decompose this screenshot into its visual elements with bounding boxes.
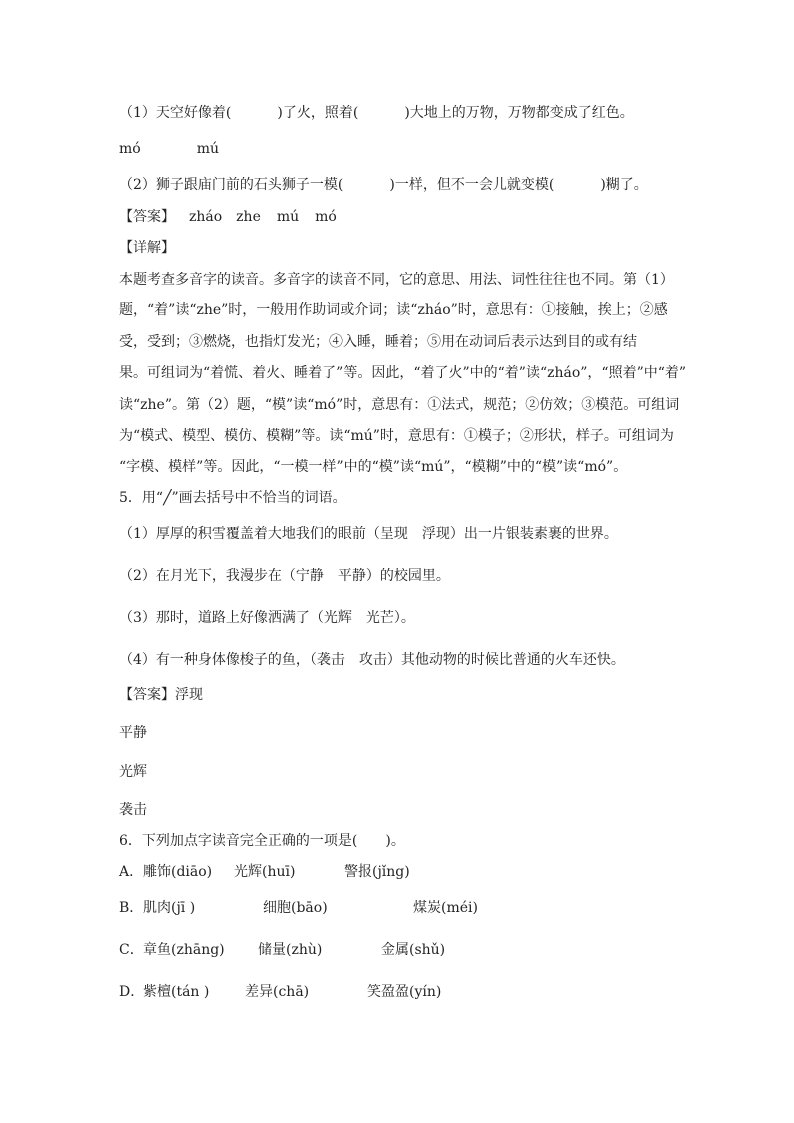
detail-line-3: 受，受到；③燃烧，也指灯发光；④入睡，睡着；⑤用在动词后表示达到目的或有结 xyxy=(119,334,637,350)
pinyin-mo: mó xyxy=(119,141,141,157)
detail-line-4: 果。可组词为“着慌、着火、睡着了”等。因此，“着了火”中的“着”读“zháo”，“照着”中“着” xyxy=(119,365,687,381)
answer-4: 袭击 xyxy=(119,802,147,818)
option-word: 肌肉(jī ) xyxy=(143,900,196,916)
option-word: 雕饰(diāo) xyxy=(143,864,213,880)
detail-line-5: 读“zhe”。第（2）题，“模”读“mó”时，意思有：①法式，规范；②仿效；③模范。可组词 xyxy=(119,397,680,413)
option-word: 金属(shǔ) xyxy=(381,942,446,958)
detail-label: 【详解】 xyxy=(119,240,175,256)
detail-line-2: 题，“着”读“zhe”时，一般用作助词或介词；读“zháo”时，意思有：①接触，挨上；②感 xyxy=(119,302,668,318)
q5-title: 5．用“╱”画去括号中不恰当的词语。 xyxy=(119,490,347,506)
q5-answer-line xyxy=(119,688,203,702)
q5-item-1: （1）厚厚的积雪覆盖着大地我们的眼前（呈现 浮现）出一片银装素裹的世界。 xyxy=(119,526,618,542)
q6-title: 6．下列加点字读音完全正确的一项是( )。 xyxy=(119,833,405,849)
answer-label: 【答案】 xyxy=(119,687,175,703)
detail-line-1: 本题考查多音字的读音。多音字的读音不同，它的意思、用法、词性往往也不同。第（1） xyxy=(119,272,674,288)
q4-item-2 xyxy=(119,178,648,192)
q4-item-1-mid: )了火，照着( xyxy=(277,105,359,121)
option-word: 笑盈盈(yín) xyxy=(367,984,442,1000)
q5-item-3: （3）那时，道路上好像洒满了（光辉 光芒）。 xyxy=(119,610,415,626)
option-label: B． xyxy=(119,900,144,916)
q4-item-2-pre: （2）狮子跟庙门前的石头狮子一模( xyxy=(119,177,344,193)
answer-1: 浮现 xyxy=(175,687,203,703)
option-word: 细胞(bāo) xyxy=(263,900,328,916)
option-word: 警报(jǐng) xyxy=(344,864,410,880)
answer-2: zhe xyxy=(236,209,261,225)
q5-item-4: （4）有一种身体像梭子的鱼，（袭击 攻击）其他动物的时候比普通的火车还快。 xyxy=(119,652,625,668)
option-word: 章鱼(zhāng) xyxy=(143,942,225,958)
option-word: 储量(zhù) xyxy=(258,942,323,958)
option-word: 煤炭(méi) xyxy=(413,900,478,916)
answer-3: 光辉 xyxy=(119,764,147,780)
answer-2: 平静 xyxy=(119,725,147,741)
option-label: A． xyxy=(119,864,144,880)
q4-pinyin-row xyxy=(119,142,219,156)
detail-line-7: “字模、模样”等。因此，“一模一样”中的“模”读“mú”，“模糊”中的“模”读“mó”。 xyxy=(119,459,628,475)
q4-item-2-post: )糊了。 xyxy=(600,177,648,193)
q4-item-1 xyxy=(119,106,634,120)
answer-4: mó xyxy=(315,209,337,225)
option-label: C． xyxy=(119,942,144,958)
option-word: 差异(chā) xyxy=(245,984,310,1000)
option-label: D． xyxy=(119,984,145,1000)
q4-item-2-mid: )一样，但不一会儿就变模( xyxy=(389,177,555,193)
answer-1: zháo xyxy=(189,209,223,225)
detail-line-6: 为“模式、模型、模仿、模糊”等。读“mú”时，意思有：①模子；②形状，样子。可组词为 xyxy=(119,428,674,444)
q5-item-2: （2）在月光下，我漫步在（宁静 平静）的校园里。 xyxy=(119,568,450,584)
q4-item-1-pre: （1）天空好像着( xyxy=(119,105,232,121)
pinyin-mu: mú xyxy=(196,141,220,157)
option-word: 紫檀(tán ) xyxy=(143,984,210,1000)
option-word: 光辉(huī) xyxy=(234,864,296,880)
answer-label: 【答案】 xyxy=(119,209,175,225)
q4-item-1-post: )大地上的万物，万物都变成了红色。 xyxy=(404,105,634,121)
q4-answer-line xyxy=(119,210,337,224)
answer-3: mú xyxy=(276,209,300,225)
